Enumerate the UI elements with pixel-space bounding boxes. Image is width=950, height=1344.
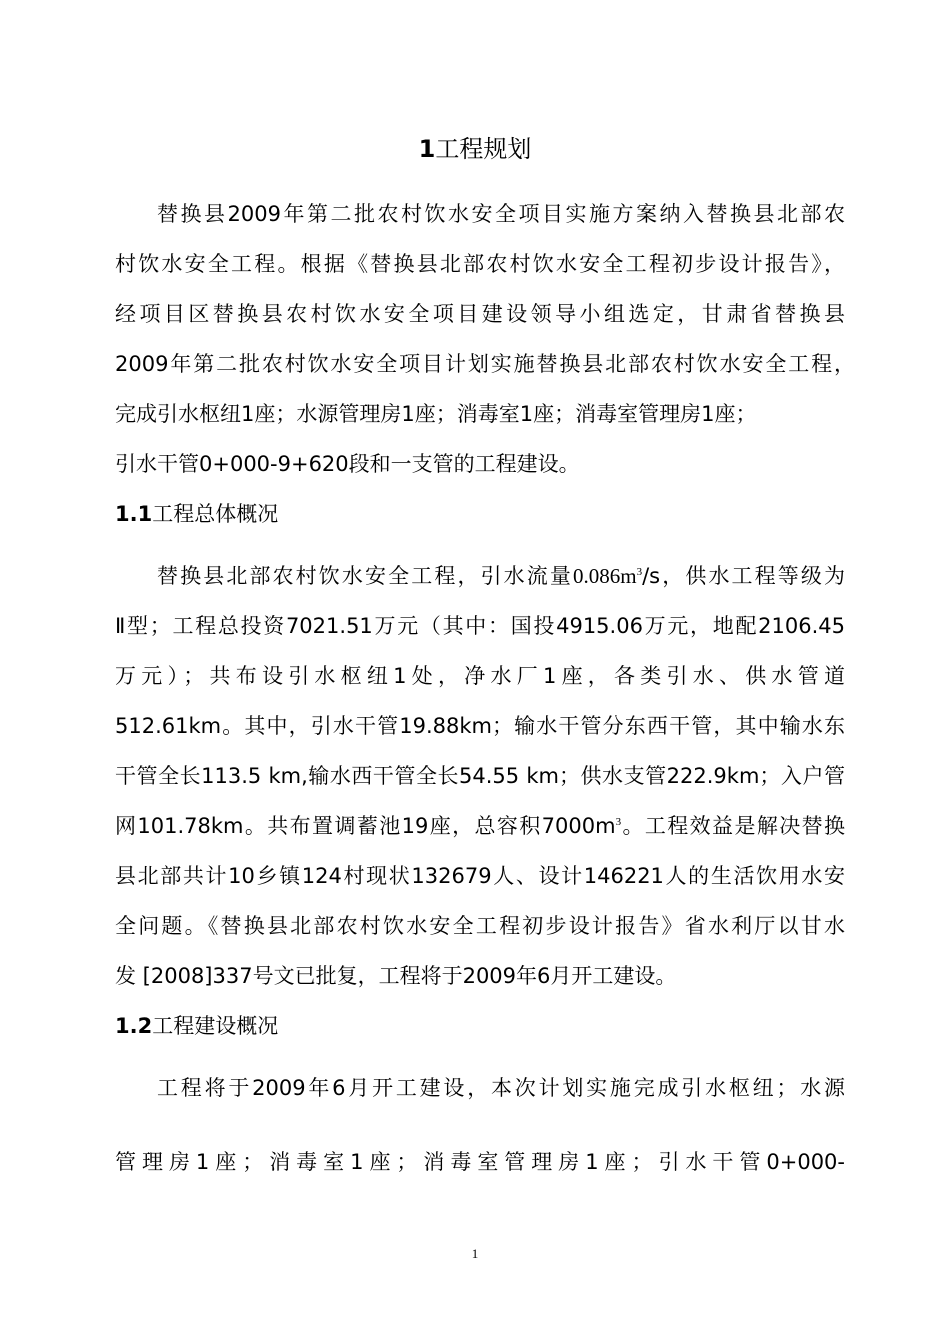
- paragraph-line: 管理房1座；消毒室1座；消毒室管理房1座；引水干管0+000-: [115, 1150, 845, 1174]
- intro-line: 替换县2009年第二批农村饮水安全项目实施方案纳入替换县北部农: [157, 202, 845, 226]
- section-heading-1-1: [115, 500, 278, 528]
- chapter-title: [0, 134, 950, 164]
- chapter-title-text: 工程规划: [435, 135, 532, 163]
- section-title: 工程建设概况: [152, 1014, 279, 1038]
- text-run: /s，供水工程等级为: [642, 564, 845, 588]
- intro-line: 引水干管0+000-9+620段和一支管的工程建设。: [115, 452, 580, 476]
- text-run: 0.086m: [573, 564, 637, 588]
- paragraph-line: 全问题。《替换县北部农村饮水安全工程初步设计报告》省水利厅以甘水: [115, 914, 845, 938]
- text-run: 网101.78km。共布置调蓄池19座，总容积7000m: [115, 814, 616, 838]
- paragraph-line: 万元）；共布设引水枢纽1处，净水厂1座，各类引水、供水管道: [115, 664, 845, 688]
- section-number: 1.2: [115, 1014, 153, 1038]
- paragraph-line: 工程将于2009年6月开工建设，本次计划实施完成引水枢纽；水源: [157, 1076, 845, 1100]
- superscript: 3: [636, 566, 643, 578]
- section-title: 工程总体概况: [152, 502, 279, 526]
- superscript: 3: [615, 816, 622, 828]
- intro-line: 村饮水安全工程。根据《替换县北部农村饮水安全工程初步设计报告》，: [115, 252, 845, 276]
- chapter-number: 1: [418, 135, 436, 163]
- paragraph-line: 512.61km。其中，引水干管19.88km；输水干管分东西干管，其中输水东: [115, 714, 845, 738]
- paragraph-line: Ⅱ型；工程总投资7021.51万元（其中：国投4915.06万元，地配2106.45: [115, 614, 845, 638]
- section-number: 1.1: [115, 502, 153, 526]
- intro-line: 2009年第二批农村饮水安全项目计划实施替换县北部农村饮水安全工程，: [115, 352, 855, 376]
- paragraph-line: 县北部共计10乡镇124村现状132679人、设计146221人的生活饮用水安: [115, 864, 845, 888]
- intro-line: 完成引水枢纽1座；水源管理房1座；消毒室1座；消毒室管理房1座；: [115, 402, 757, 426]
- intro-line: 经项目区替换县农村饮水安全项目建设领导小组选定，甘肃省替换县: [115, 302, 845, 326]
- section-heading-1-2: [115, 1012, 278, 1040]
- paragraph-line: [115, 812, 845, 840]
- text-run: 替换县北部农村饮水安全工程，引水流量: [157, 564, 573, 588]
- paragraph-line: 发 [2008]337号文已批复，工程将于2009年6月开工建设。: [115, 964, 677, 988]
- paragraph-line: [157, 562, 845, 590]
- text-run: 。工程效益是解决替换: [621, 814, 846, 838]
- paragraph-line: 干管全长113.5 km,输水西干管全长54.55 km；供水支管222.9km；入户管: [115, 764, 845, 788]
- page-number: 1: [471, 1246, 479, 1261]
